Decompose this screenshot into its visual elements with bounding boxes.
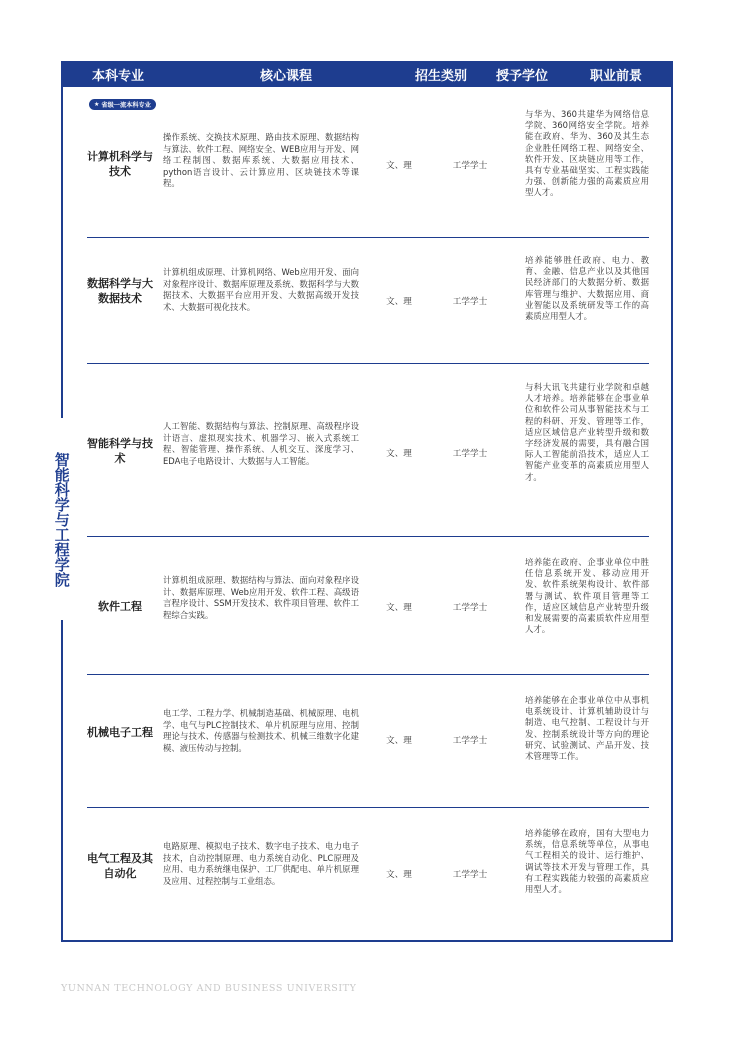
header-career: 职业前景 xyxy=(589,68,642,84)
major-name: 电气工程及其自动化 xyxy=(87,852,153,880)
career-prospect: 与华为、360共建华为网络信息学院、360网络安全学院。培养能在政府、华为、360及其生态企业胜任网络工程、网络安全、软件开发、区块链应用等工作，具有专业基础坚实、工程实践能力强、创新能力强的高素质应用型人才。 xyxy=(525,109,649,198)
major-name: 机械电子工程 xyxy=(87,726,153,739)
badge-label: 省级一流本科专业 xyxy=(101,102,151,109)
university-footer: YUNNAN TECHNOLOGY AND BUSINESS UNIVERSITY xyxy=(61,983,357,994)
table-row xyxy=(87,238,649,363)
header-degree: 授予学位 xyxy=(495,68,548,84)
admission-category: 文、理 xyxy=(386,297,412,307)
major-name: 计算机科学与技术 xyxy=(87,150,153,178)
degree: 工学学士 xyxy=(452,603,488,613)
header-category: 招生类别 xyxy=(414,68,467,84)
table-row xyxy=(87,537,649,674)
major-name: 软件工程 xyxy=(98,600,142,613)
core-courses: 电路原理、模拟电子技术、数字电子技术、电力电子技术，自动控制原理、电力系统自动化、PLC原理及应用、电力系统继电保护、工厂供配电、单片机原理及应用、过程控制与工业组态。 xyxy=(163,841,359,886)
core-courses: 操作系统、交换技术原理、路由技术原理、数据结构与算法、软件工程、网络安全、WEB应用与开发、网络工程制图、数据库系统、大数据应用技术、python语言设计、云计算应用、区块链技术等课程。 xyxy=(163,132,359,188)
degree: 工学学士 xyxy=(452,161,488,171)
core-courses: 计算机组成原理、计算机网络、Web应用开发、面向对象程序设计、数据库原理及系统、数据科学与大数据技术、大数据平台应用开发、大数据高级开发技术、大数据可视化技术。 xyxy=(163,267,359,312)
first-class-badge xyxy=(89,99,156,110)
career-prospect: 培养能够在政府，国有大型电力系统，信息系统等单位，从事电气工程相关的设计、运行维护、调试等技术开发与管理工作，具有工程实践能力较强的高素质应用型人才。 xyxy=(525,828,649,895)
table-row xyxy=(87,101,649,237)
table-row xyxy=(87,675,649,807)
core-courses: 计算机组成原理、数据结构与算法、面向对象程序设计、数据库原理、Web应用开发、软件工程、高级语言程序设计、SSM开发技术、软件项目管理、软件工程综合实践。 xyxy=(163,575,359,620)
admission-category: 文、理 xyxy=(386,449,412,459)
career-prospect: 培养能在政府、企事业单位中胜任信息系统开发、移动应用开发、软件系统架构设计、软件部署与测试、软件项目管理等工作，适应区域信息产业转型升级和发展需要的高素质软件应用型人才。 xyxy=(525,557,649,635)
table-row xyxy=(87,364,649,536)
header-courses: 核心课程 xyxy=(259,68,312,84)
star-icon: ★ xyxy=(94,101,100,108)
major-name: 智能科学与技术 xyxy=(87,437,153,465)
admission-category: 文、理 xyxy=(386,161,412,171)
core-courses: 人工智能、数据结构与算法、控制原理、高级程序设计语言、虚拟现实技术、机器学习、嵌入式系统工程、智能管理、操作系统、人机交互、深度学习、EDA电子电路设计、大数据与人工智能。 xyxy=(163,421,359,466)
degree: 工学学士 xyxy=(452,297,488,307)
career-prospect: 与科大讯飞共建行业学院和卓越人才培养。培养能够在企事业单位和软件公司从事智能技术与工程的科研、开发、管理等工作，适应区域信息产业转型升级和数字经济发展的需要，具有融合国际人工智能前沿技术，适应人工智能产业变革的高素质应用型人才。 xyxy=(525,382,649,482)
admission-category: 文、理 xyxy=(386,870,412,880)
career-prospect: 培养能够胜任政府、电力、教育、金融、信息产业以及其他国民经济部门的大数据分析、数据库管理与维护、大数据应用、商业智能以及系统研发等工作的高素质应用型人才。 xyxy=(525,255,649,322)
degree: 工学学士 xyxy=(452,736,488,746)
degree: 工学学士 xyxy=(452,449,488,459)
core-courses: 电工学、工程力学、机械制造基础、机械原理、电机学、电气与PLC控制技术、单片机原理与应用、控制理论与技术、传感器与检测技术、机械三维数字化建模、液压传动与控制。 xyxy=(163,708,359,753)
college-label xyxy=(49,418,73,620)
header-major: 本科专业 xyxy=(91,68,144,84)
college-name: 智能科学与工程学院 xyxy=(52,451,71,587)
degree: 工学学士 xyxy=(452,870,488,880)
table-header xyxy=(61,61,673,87)
admission-category: 文、理 xyxy=(386,603,412,613)
career-prospect: 培养能够在企事业单位中从事机电系统设计、计算机辅助设计与制造、电气控制、工程设计与开发、控制系统设计等方向的理论研究、试验测试、产品开发、技术管理等工作。 xyxy=(525,695,649,762)
table-row xyxy=(87,808,649,941)
admission-category: 文、理 xyxy=(386,736,412,746)
major-name: 数据科学与大数据技术 xyxy=(87,277,153,305)
